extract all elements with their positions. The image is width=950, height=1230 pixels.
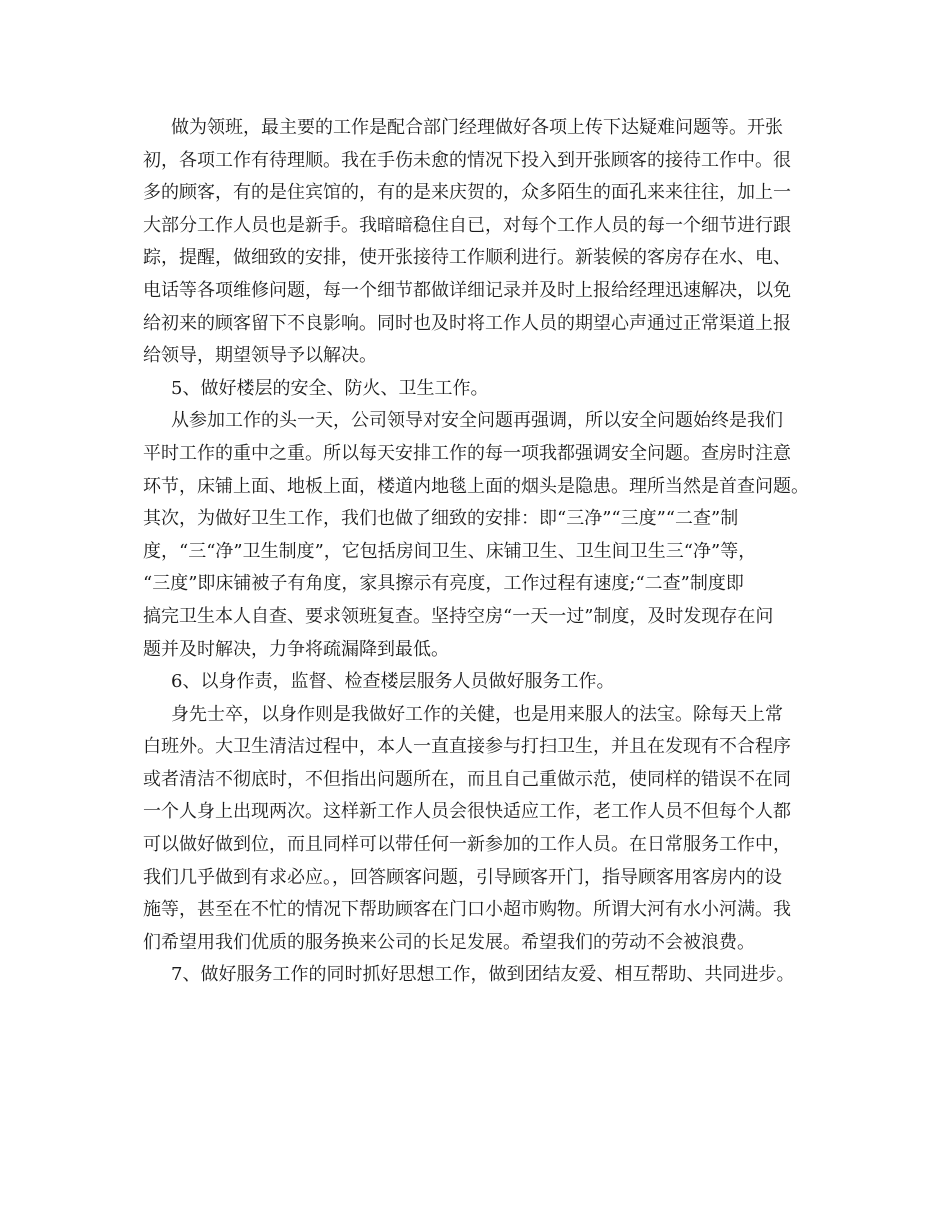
paragraph-line: 初，各项工作有待理顺。我在手伤未愈的情况下投入到开张顾客的接待工作中。很 [143,149,791,171]
section-heading: 7、做好服务工作的同时抓好思想工作，做到团结友爱、相互帮助、共同进步。 [171,964,795,986]
document-body [143,112,833,992]
paragraph-line: 平时工作的重中之重。所以每天安排工作的每一项我都强调安全问题。查房时注意 [143,442,791,464]
paragraph-line: 身先士卒，以身作则是我做好工作的关健，也是用来服人的法宝。除每天上常 [171,703,783,725]
paragraph-line: 可以做好做到位，而且同样可以带任何一新参加的工作人员。在日常服务工作中， [143,834,791,856]
section-heading: 6、以身作责，监督、检查楼层服务人员做好服务工作。 [171,671,615,693]
paragraph-line: 其次，为做好卫生工作，我们也做了细致的安排：即“三净”“三度”“二查”制 [143,508,739,530]
paragraph-line: 给领导，期望领导予以解决。 [143,345,377,367]
paragraph-line: 从参加工作的头一天，公司领导对安全问题再强调，所以安全问题始终是我们 [171,410,783,432]
paragraph-line: 一个人身上出现两次。这样新工作人员会很快适应工作，老工作人员不但每个人都 [143,801,791,823]
paragraph-line: 我们几乎做到有求必应。，回答顾客问题，引导顾客开门，指导顾客用客房内的设 [143,866,782,888]
paragraph-line: 白班外。大卫生清洁过程中，本人一直直接参与打扫卫生，并且在发现有不合程序 [143,736,791,758]
paragraph-line: 大部分工作人员也是新手。我暗暗稳住自已，对每个工作人员的每一个细节进行跟 [143,214,791,236]
paragraph-line: 踪，提醒，做细致的安排，使开张接待工作顺利进行。新装候的客房存在水、电、 [143,247,791,269]
paragraph-line: 搞完卫生本人自查、要求领班复查。坚持空房“一天一过”制度，及时发现存在问 [143,605,774,627]
paragraph-line: 电话等各项维修问题，每一个细节都做详细记录并及时上报给经理迅速解决，以免 [143,279,791,301]
paragraph-line: 环节，床铺上面、地板上面，楼道内地毯上面的烟头是隐患。理所当然是首查问题。 [143,475,809,497]
paragraph-line: 度，“三“净”卫生制度”，它包括房间卫生、床铺卫生、卫生间卫生三“净”等， [143,540,757,562]
paragraph-line: 们希望用我们优质的服务换来公司的长足发展。希望我们的劳动不会被浪费。 [143,931,755,953]
paragraph-line: 给初来的顾客留下不良影响。同时也及时将工作人员的期望心声通过正常渠道上报 [143,312,791,334]
paragraph-line: 多的顾客，有的是住宾馆的，有的是来庆贺的，众多陌生的面孔来来往往，加上一 [143,182,791,204]
paragraph-line: 或者清洁不彻底时，不但指出问题所在，而且自己重做示范，使同样的错误不在同 [143,768,791,790]
section-heading: 5、做好楼层的安全、防火、卫生工作。 [171,377,489,399]
paragraph-line: “三度”即床铺被子有角度，家具擦示有亮度，工作过程有速度;“二查”制度即 [143,573,744,595]
paragraph-line: 施等，甚至在不忙的情况下帮助顾客在门口小超市购物。所谓大河有水小河满。我 [143,899,791,921]
paragraph-line: 做为领班，最主要的工作是配合部门经理做好各项上传下达疑难问题等。开张 [171,117,783,138]
paragraph-line: 题并及时解决，力争将疏漏降到最低。 [143,638,449,660]
